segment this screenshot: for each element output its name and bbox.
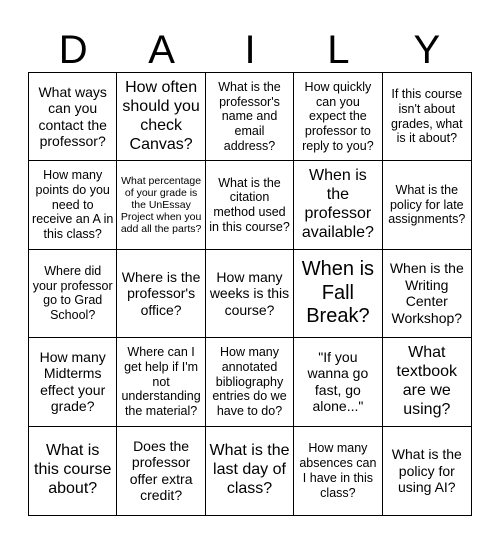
bingo-cell-r2-c5[interactable] <box>383 161 471 249</box>
header-letter-d: D <box>58 28 88 72</box>
bingo-cell-r1-c5[interactable] <box>383 73 471 161</box>
bingo-cell-r5-c4[interactable] <box>294 427 382 515</box>
cell-text: How many annotated bibliography entries do we have to do? <box>212 345 287 419</box>
cell-text: If this course isn't about grades, what is it about? <box>391 87 463 146</box>
cell-text: Does the professor offer extra credit? <box>129 437 193 504</box>
bingo-board <box>28 72 472 516</box>
bingo-cell-r2-c2[interactable] <box>117 161 205 249</box>
cell-text: What is the policy for using AI? <box>391 446 462 496</box>
cell-text: Where can I get help if I'm not understanding the material? <box>121 345 201 419</box>
bingo-cell-r2-c3[interactable] <box>206 161 294 249</box>
bingo-cell-r3-c3[interactable] <box>206 250 294 338</box>
cell-text: What is the citation method used in this course? <box>209 175 290 234</box>
cell-text: What textbook are we using? <box>396 344 458 418</box>
bingo-cell-r1-c1[interactable] <box>29 73 117 161</box>
bingo-header <box>29 28 471 72</box>
cell-text: When is the professor available? <box>301 167 374 241</box>
bingo-cell-r2-c1[interactable] <box>29 161 117 249</box>
bingo-cell-r5-c1[interactable] <box>29 427 117 515</box>
bingo-cell-r1-c4[interactable] <box>294 73 382 161</box>
bingo-cell-r3-c1[interactable] <box>29 250 117 338</box>
cell-text: How many weeks is this course? <box>209 268 290 318</box>
cell-text: Where is the professor's office? <box>121 268 201 318</box>
bingo-cell-r1-c2[interactable] <box>117 73 205 161</box>
bingo-cell-r5-c3[interactable] <box>206 427 294 515</box>
cell-text: What is this course about? <box>34 442 112 498</box>
cell-text: Where did your professor go to Grad School? <box>32 263 113 323</box>
bingo-cell-r4-c5[interactable] <box>383 338 471 426</box>
header-letter-l: L <box>327 28 350 72</box>
bingo-cell-r1-c3[interactable] <box>206 73 294 161</box>
bingo-cell-r4-c1[interactable] <box>29 338 117 426</box>
bingo-cell-r3-c4[interactable] <box>294 250 382 338</box>
header-letter-a: A <box>148 28 175 72</box>
cell-text: How often should you check Canvas? <box>122 78 200 153</box>
cell-text: What percentage of your grade is the UnEssay Project when you add all the parts? <box>120 174 202 236</box>
bingo-cell-r3-c2[interactable] <box>117 250 205 338</box>
bingo-cell-r5-c2[interactable] <box>117 427 205 515</box>
cell-text: When is the Writing Center Workshop? <box>389 260 464 326</box>
cell-text: How many points do you need to receive an A in this class? <box>32 168 114 242</box>
bingo-cell-r5-c5[interactable] <box>383 427 471 515</box>
cell-text: When is Fall Break? <box>301 258 375 328</box>
cell-text: "If you wanna go fast, go alone..." <box>307 348 369 415</box>
header-letter-y: Y <box>413 28 441 72</box>
bingo-cell-r3-c5[interactable] <box>383 250 471 338</box>
bingo-cell-r4-c2[interactable] <box>117 338 205 426</box>
header-letter-i: I <box>244 28 256 72</box>
bingo-cell-r4-c4[interactable] <box>294 338 382 426</box>
bingo-cell-r4-c3[interactable] <box>206 338 294 426</box>
cell-text: What is the policy for late assignments? <box>388 182 466 227</box>
cell-text: How many Midterms effect your grade? <box>39 348 106 415</box>
cell-text: What ways can you contact the professor? <box>38 83 107 150</box>
cell-text: How many absences can I have in this class? <box>299 441 377 500</box>
bingo-cell-r2-c4[interactable] <box>294 161 382 249</box>
cell-text: How quickly can you expect the professor to reply to you? <box>302 79 374 153</box>
cell-text: What is the professor's name and email address? <box>218 79 281 153</box>
cell-text: What is the last day of class? <box>209 442 290 498</box>
